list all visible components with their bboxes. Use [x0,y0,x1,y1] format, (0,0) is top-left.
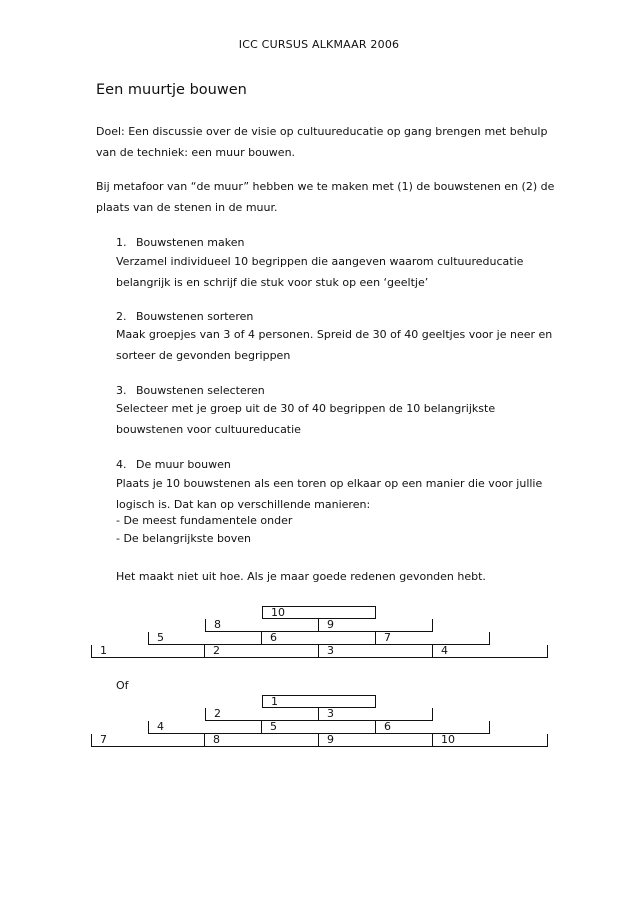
separator-of: Of [116,679,129,692]
brick: 5 [148,632,262,645]
brick: 9 [319,619,433,632]
brick: 3 [319,645,433,658]
step-3-text: Selecteer met je groep uit de 30 of 40 begrippen de 10 belangrijkste bouwstenen voor cultuureducatie [116,402,496,436]
brick: 6 [376,721,490,734]
brick: 3 [319,708,433,721]
step-4-text: Plaats je 10 bouwstenen als een toren op elkaar op een manier die voor jullie logisch is. Dat kan op verschillende manieren: [116,477,543,511]
step-number: 3. [116,384,127,397]
brick: 8 [205,734,319,747]
step-number: 1. [116,236,127,249]
step-1-text: Verzamel individueel 10 begrippen die aangeven waarom cultuureducatie belangrijk is en schrijf die stuk voor stuk op een ‘geeltje’ [116,255,524,289]
page-title: Een muurtje bouwen [96,82,247,98]
brick: 8 [205,619,319,632]
brick: 7 [91,734,205,747]
step-3-heading [116,384,265,397]
closing-text: Het maakt niet uit hoe. Als je maar goede redenen gevonden hebt. [116,570,486,583]
step-4-heading [116,458,231,471]
intro-goal: Doel: Een discussie over de visie op cultuureducatie op gang brengen met behulp van de techniek: een muur bouwen. [96,125,548,159]
step-number: 4. [116,458,127,471]
page-header: ICC CURSUS ALKMAAR 2006 [238,38,400,51]
step-1-heading [116,236,244,249]
step-title: Bouwstenen maken [136,236,245,249]
brick: 9 [319,734,433,747]
step-title: De muur bouwen [136,458,231,471]
step-title: Bouwstenen sorteren [136,310,254,323]
step-4-bullet-1: - De meest fundamentele onder [116,514,293,527]
brick: 6 [262,632,376,645]
intro-metaphor: Bij metafoor van “de muur” hebben we te maken met (1) de bouwstenen en (2) de plaats van de stenen in de muur. [96,180,555,214]
step-number: 2. [116,310,127,323]
step-title: Bouwstenen selecteren [136,384,265,397]
brick: 1 [91,645,205,658]
step-2-heading [116,310,253,323]
brick: 5 [262,721,376,734]
brick: 4 [148,721,262,734]
brick: 2 [205,708,319,721]
brick: 7 [376,632,490,645]
step-4-bullet-2: - De belangrijkste boven [116,532,251,545]
brick: 4 [433,645,548,658]
brick: 1 [262,695,376,708]
step-2-text: Maak groepjes van 3 of 4 personen. Spreid de 30 of 40 geeltjes voor je neer en sorteer de gevonden begrippen [116,328,553,362]
brick: 2 [205,645,319,658]
brick: 10 [433,734,548,747]
brick: 10 [262,606,376,619]
